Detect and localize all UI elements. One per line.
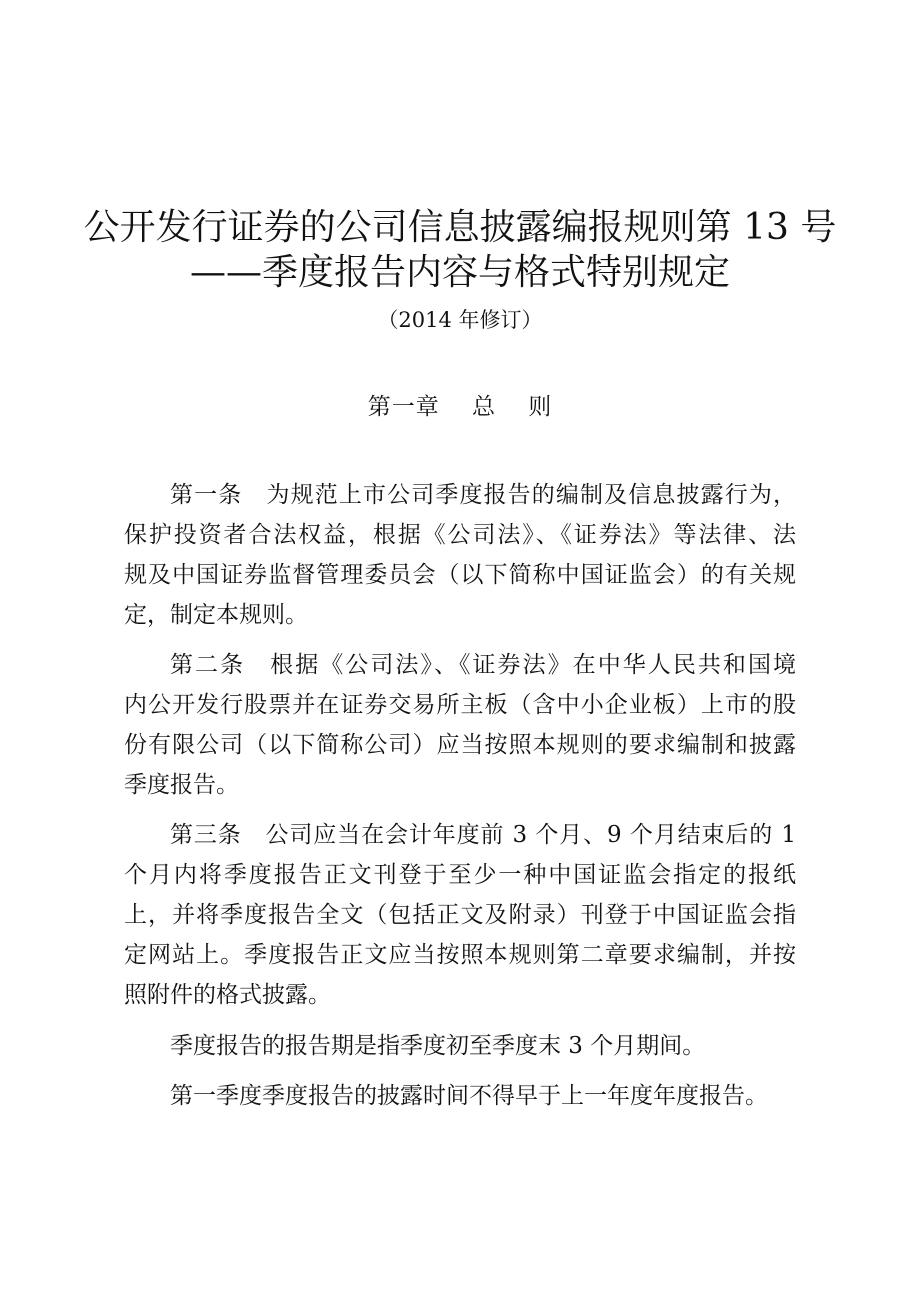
revision-subtitle: （2014 年修订）: [377, 308, 543, 332]
article-3-line: 第三条 公司应当在会计年度前 3 个月、9 个月结束后的 1: [170, 822, 796, 848]
article-1-line: 保护投资者合法权益，根据《公司法》、《证券法》等法律、法: [124, 522, 796, 548]
document-title-line-2: ——季度报告内容与格式特别规定: [189, 252, 730, 293]
article-3-line: 照附件的格式披露。: [124, 982, 331, 1008]
paragraph-reporting-period-text: 季度报告的报告期是指季度初至季度末 3 个月期间。: [170, 1033, 706, 1059]
article-2-line: 份有限公司（以下简称公司）应当按照本规则的要求编制和披露: [124, 732, 796, 758]
chapter-heading: 第一章 总 则: [367, 394, 553, 420]
document-title-line-1: 公开发行证券的公司信息披露编报规则第 13 号: [83, 207, 837, 248]
article-1: [124, 475, 796, 635]
article-3: [124, 815, 796, 1015]
paragraph-reporting-period: [124, 1026, 796, 1066]
article-3-line: 上，并将季度报告全文（包括正文及附录）刊登于中国证监会指: [124, 902, 796, 928]
article-3-line: 定网站上。季度报告正文应当按照本规则第二章要求编制，并按: [124, 942, 796, 968]
paragraph-disclosure-timing-text: 第一季度季度报告的披露时间不得早于上一年度年度报告。: [170, 1083, 768, 1109]
article-1-line: 定，制定本规则。: [124, 602, 308, 628]
paragraph-disclosure-timing: [124, 1076, 796, 1116]
article-3-line: 个月内将季度报告正文刊登于至少一种中国证监会指定的报纸: [124, 862, 796, 888]
article-1-line: 第一条 为规范上市公司季度报告的编制及信息披露行为，: [170, 482, 796, 508]
article-2-line: 内公开发行股票并在证券交易所主板（含中小企业板）上市的股: [124, 692, 796, 718]
article-2-line: 季度报告。: [124, 772, 239, 798]
article-2-line: 第二条 根据《公司法》、《证券法》在中华人民共和国境: [170, 652, 796, 678]
article-2: [124, 645, 796, 805]
article-1-line: 规及中国证券监督管理委员会（以下简称中国证监会）的有关规: [124, 562, 796, 588]
